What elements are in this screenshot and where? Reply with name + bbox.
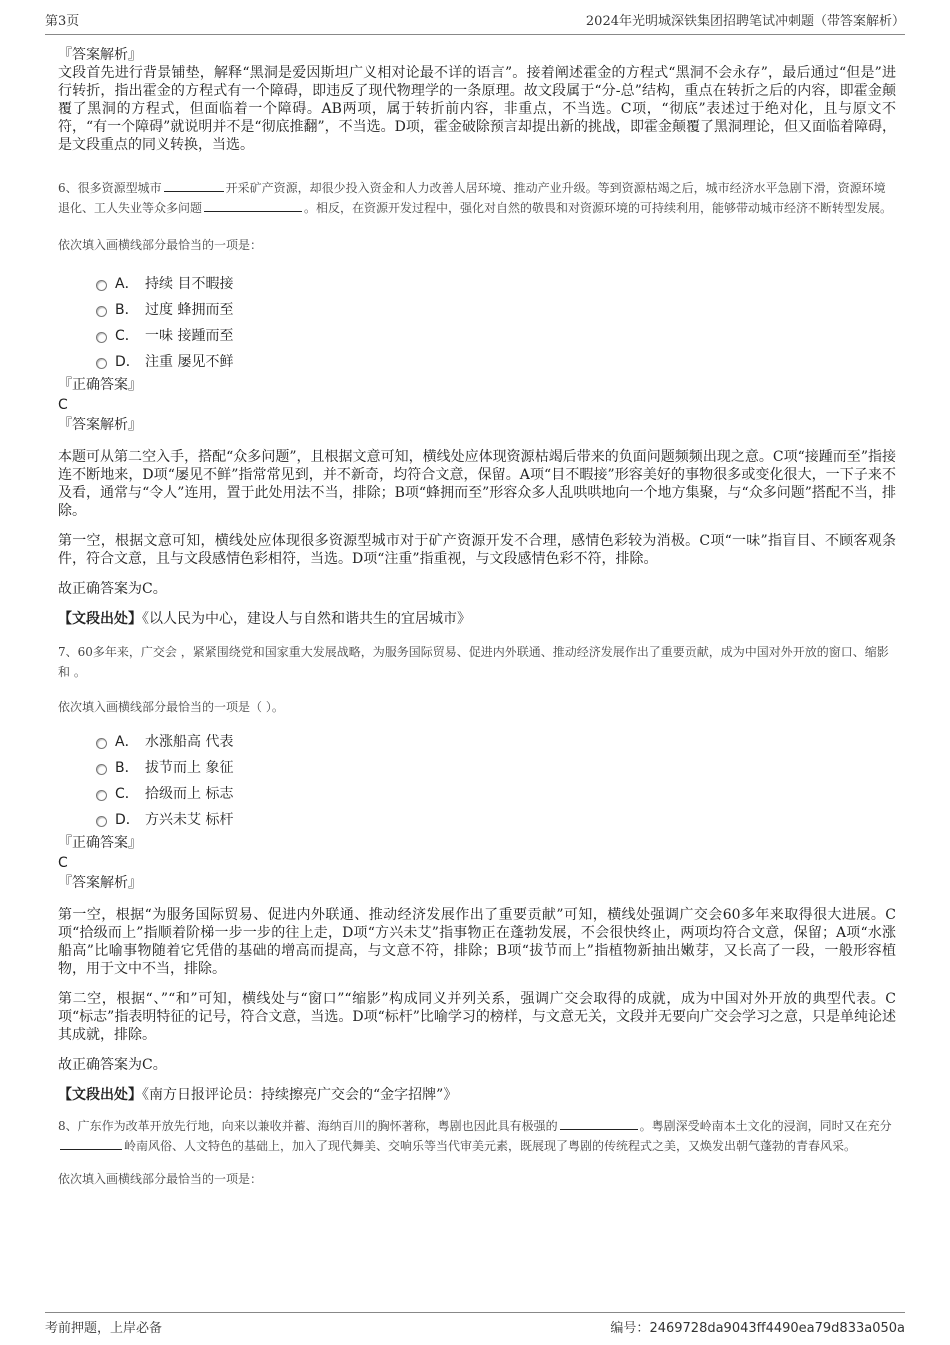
page-number: 第3页 (45, 14, 80, 29)
blank (60, 1137, 122, 1150)
source-label: 【文段出处】 (58, 1087, 142, 1103)
analysis-paragraph: 本题可从第二空入手，搭配“众多问题”，且根据文意可知，横线处应体现资源枯竭后带来的负面问题频频出现之意。C项“接踵而至”指接连不断地来，D项“屡见不鲜”指常常见到，并不新奇，均符合文意，保留。A项“目不暇接”形容美好的事物很多或变化很大，一下子来不及看，通常与“令人”连用，置于此处用法不当，排除；B项“蜂拥而至”形容众多人乱哄哄地向一个地方集聚，与“众多问题”搭配不当，排除。 (58, 449, 896, 519)
radio-icon[interactable] (96, 764, 107, 775)
q7-options (96, 728, 896, 832)
radio-icon[interactable] (96, 738, 107, 749)
source-label: 【文段出处】 (58, 611, 142, 627)
option-a[interactable]: A． 持续 目不暇接 (96, 270, 896, 296)
source-title: 《南方日报评论员：持续擦亮广交会的“金字招牌”》 (142, 1087, 458, 1103)
blank (164, 179, 224, 192)
analysis-paragraph: 第一空，根据“为服务国际贸易、促进内外联通、推动经济发展作出了重要贡献”可知，横线处强调广交会60多年来取得很大进展。C项“拾级而上”指顺着阶梯一步一步的往上走，D项“方兴未艾”指事物正在蓬勃发展，不会很快终止，两项均符合文意，保留；A项“水涨船高”比喻事物随着它凭借的基础的增高而提高，与文意不符，排除；B项“拔节而上”指植物新抽出嫩芽，又长高了一段，一般形容植物，用于文中不当，排除。 (58, 907, 896, 977)
footer-slogan: 考前押题，上岸必备 (45, 1321, 163, 1336)
question-7-ask: 依次填入画横线部分最恰当的一项是（ ）。 (58, 700, 284, 714)
analysis-label: 『答案解析』 (58, 417, 142, 433)
document-id (610, 1317, 905, 1336)
document-title: 2024年光明城深铁集团招聘笔试冲刺题（带答案解析） (585, 14, 905, 29)
analysis-paragraph: 第二空，根据“、”“和”可知，横线处与“窗口”“缩影”构成同义并列关系，强调广交会取得的成就，成为中国对外开放的典型代表。C项“标志”指表明特征的记号，符合文意，当选。D项“标杆”比喻学习的榜样，与文意无关，文段并无要向广交会学习之意，只是单纯论述其成就，排除。 (58, 991, 896, 1043)
option-a[interactable]: A． 水涨船高 代表 (96, 728, 896, 754)
blank (204, 199, 302, 212)
source-line (58, 610, 896, 628)
answer-value: C (58, 855, 68, 871)
question-8-ask: 依次填入画横线部分最恰当的一项是： (58, 1172, 263, 1186)
radio-icon[interactable] (96, 358, 107, 369)
q6-text-a: 6、很多资源型城市 (58, 181, 162, 195)
answer-value: C (58, 397, 68, 413)
analysis-text: 文段首先进行背景铺垫，解释“黑洞是爱因斯坦广义相对论最不详的语言”。接着阐述霍金的方程式“黑洞不会永存”，最后通过“但是”进行转折，指出霍金的方程式有一个障碍，即违反了现代物理学的一条原理。故文段属于“分-总”结构，重点在转折之后的内容，即霍金颠覆了黑洞的方程式，但面临着一个障碍。AB两项，属于转折前内容，非重点，不当选。C项，“彻底”表述过于绝对化，且与原文不符，“有一个障碍”就说明并不是“彻底推翻”，不当选。D项，霍金破除预言却提出新的挑战，即霍金颠覆了黑洞理论，但又面临着障碍，是文段重点的同义转换，当选。 (58, 65, 896, 153)
option-b[interactable]: B． 拔节而上 象征 (96, 754, 896, 780)
q6-options (96, 270, 896, 374)
question-6-ask: 依次填入画横线部分最恰当的一项是： (58, 238, 263, 252)
analysis-conclusion: 故正确答案为C。 (58, 581, 167, 597)
analysis-conclusion: 故正确答案为C。 (58, 1057, 167, 1073)
radio-icon[interactable] (96, 332, 107, 343)
radio-icon[interactable] (96, 306, 107, 317)
radio-icon[interactable] (96, 790, 107, 801)
q6-text-c: 。相反，在资源开发过程中，强化对自然的敬畏和对资源环境的可持续利用，能够带动城市经济不断转型发展。 (304, 201, 893, 215)
answer-label: 『正确答案』 (58, 835, 142, 851)
analysis-paragraph: 第一空，根据文意可知，横线处应体现很多资源型城市对于矿产资源开发不合理，感情色彩较为消极。C项“一味”指盲目、不顾客观条件，符合文意，且与文段感情色彩相符，当选。D项“注重”指重视，与文段感情色彩不符，排除。 (58, 533, 896, 567)
page-content (58, 46, 896, 1188)
blank (560, 1117, 638, 1130)
question-8 (58, 1116, 896, 1156)
analysis-label: 『答案解析』 (58, 47, 142, 63)
q6-text-b: 开采矿产资源，却很少投入资金和人力改善人居环境、推动产业升级。等到资源枯竭之后，城市经济水平急剧下滑，资源环境退化、工人失业等众多问题 (58, 181, 886, 215)
option-c[interactable]: C． 拾级而上 标志 (96, 780, 896, 806)
source-line (58, 1086, 896, 1104)
option-d[interactable]: D． 方兴未艾 标杆 (96, 806, 896, 832)
page-footer (45, 1312, 905, 1336)
answer-label: 『正确答案』 (58, 377, 142, 393)
page-header (45, 10, 905, 35)
source-title: 《以人民为中心，建设人与自然和谐共生的宜居城市》 (142, 611, 471, 627)
radio-icon[interactable] (96, 816, 107, 827)
radio-icon[interactable] (96, 280, 107, 291)
question-7: 7、60多年来，广交会 ，紧紧围绕党和国家重大发展战略，为服务国际贸易、促进内外联通、推动经济发展作出了重要贡献，成为中国对外开放的窗口、缩影和 。 (58, 645, 889, 679)
q8-text-b: 。粤剧深受岭南本土文化的浸润，同时又在充分 (639, 1119, 892, 1133)
document-id-value: 2469728da9043ff4490ea79d833a050a (649, 1321, 905, 1336)
q8-text-c: 岭南风俗、人文特色的基础上，加入了现代舞美、交响乐等当代审美元素，既展现了粤剧的传统程式之美，又焕发出朝气蓬勃的青春风采。 (124, 1139, 857, 1153)
question-6 (58, 178, 896, 218)
option-c[interactable]: C． 一味 接踵而至 (96, 322, 896, 348)
option-b[interactable]: B． 过度 蜂拥而至 (96, 296, 896, 322)
q8-text-a: 8、广东作为改革开放先行地，向来以兼收并蓄、海纳百川的胸怀著称，粤剧也因此具有极强的 (58, 1119, 558, 1133)
analysis-label: 『答案解析』 (58, 875, 142, 891)
option-d[interactable]: D． 注重 屡见不鲜 (96, 348, 896, 374)
document-id-label: 编号： (610, 1321, 650, 1336)
